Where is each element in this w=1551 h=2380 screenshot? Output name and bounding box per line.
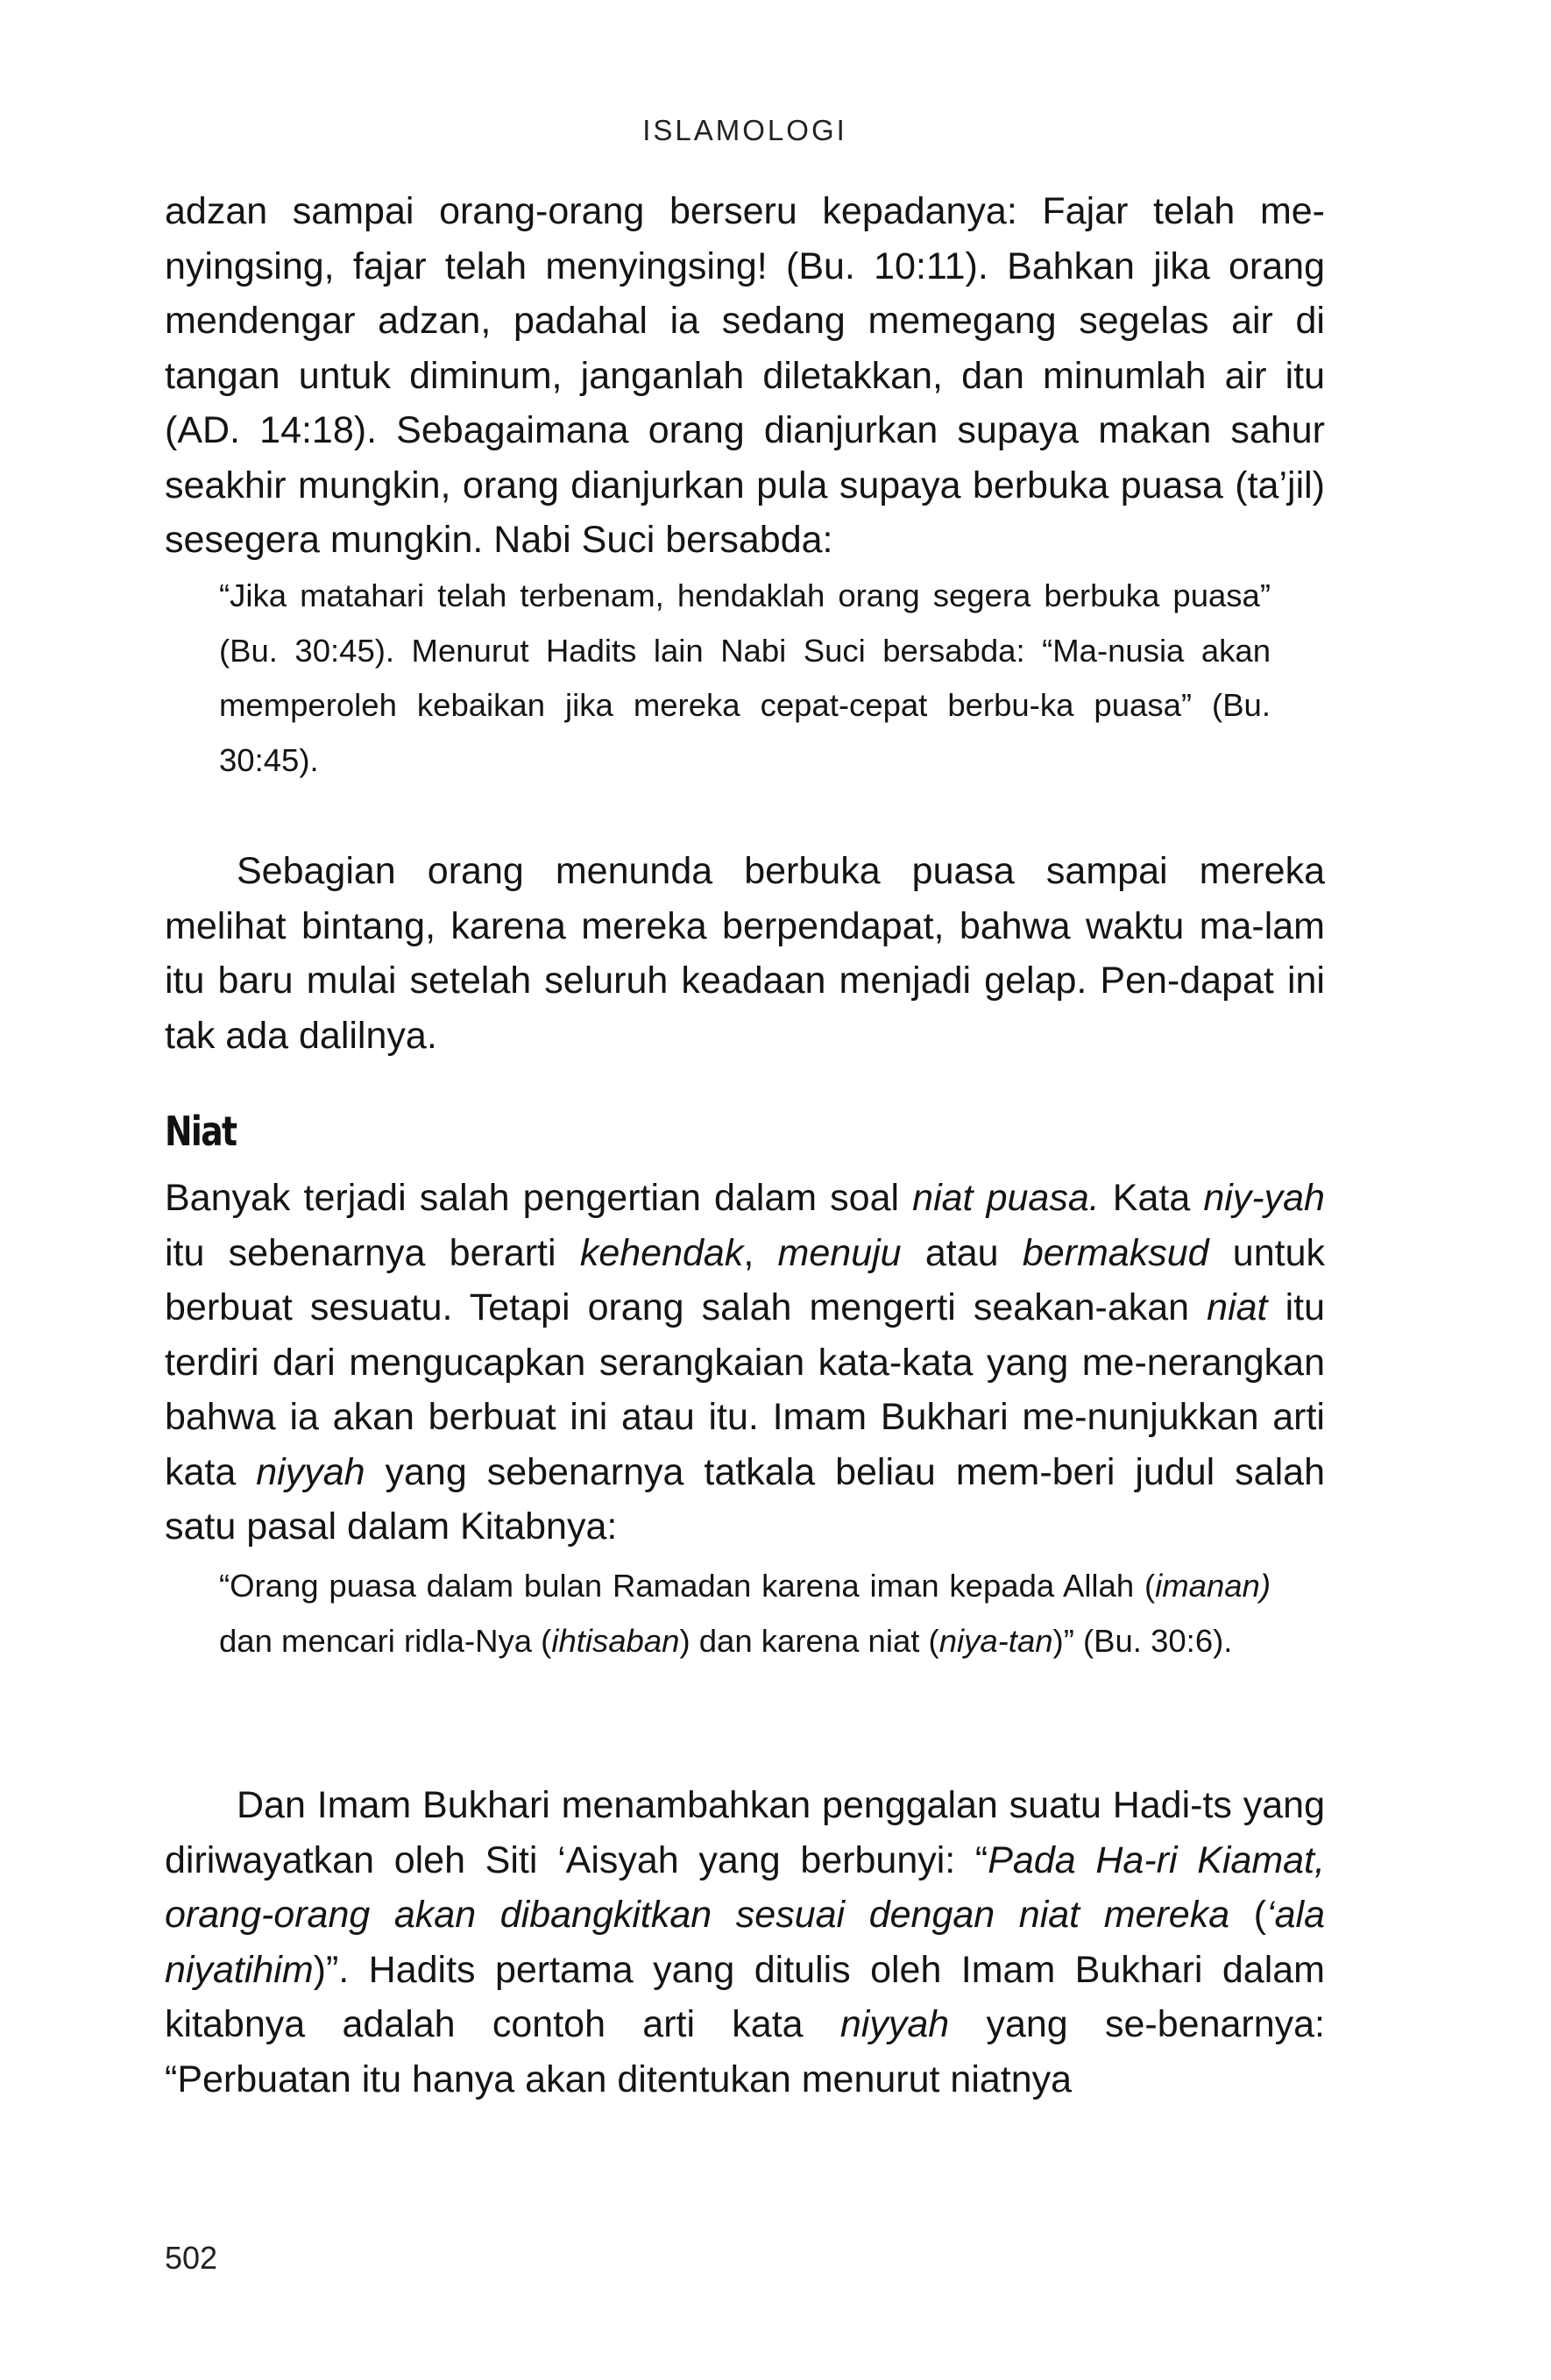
paragraph-1: adzan sampai orang-orang berseru kepadanya: Fajar telah me-nyingsing, fajar telah menyingsing! (Bu. 10:11). Bahkan jika orang mendengar adzan, padahal ia sedang memegang segelas air di tangan untuk diminum, janganlah diletakkan, dan minumlah air itu (AD. 14:18). Sebagaimana orang dianjurkan supaya makan sahur seakhir mungkin, orang dianjurkan pula supaya berbuka puasa (ta’jil) sesegera mungkin. Nabi Suci bersabda:	[165, 190, 1325, 561]
block-quote-2: “Orang puasa dalam bulan Ramadan karena iman kepada Allah (imanan) dan mencari ridla-Nya (ihtisaban) dan karena niat (niya-tan)” (Bu. 30:6).	[219, 1568, 1271, 1659]
running-head: ISLAMOLOGI	[642, 114, 847, 146]
paragraph-3: Banyak terjadi salah pengertian dalam soal niat puasa. Kata niy-yah itu sebenarnya berarti kehendak, menuju atau bermaksud untuk berbuat sesuatu. Tetapi orang salah mengerti seakan-akan niat itu terdiri dari mengucapkan serangkaian kata-kata yang me-nerangkan bahwa ia akan berbuat ini atau itu. Imam Bukhari me-nunjukkan arti kata niyyah yang sebenarnya tatkala beliau mem-beri judul salah satu pasal dalam Kitabnya:	[165, 1177, 1325, 1548]
paragraph-2: Sebagian orang menunda berbuka puasa sampai mereka melihat bintang, karena mereka berpendapat, bahwa waktu ma-lam itu baru mulai setelah seluruh keadaan menjadi gelap. Pen-dapat ini tak ada dalilnya.	[165, 850, 1325, 1057]
page-number: 502	[165, 2240, 218, 2276]
section-heading: Niat	[165, 1108, 237, 1155]
paragraph-4: Dan Imam Bukhari menambahkan penggalan suatu Hadi-ts yang diriwayatkan oleh Siti ‘Aisyah yang berbunyi: “Pada Ha-ri Kiamat, orang-orang akan dibangkitkan sesuai dengan niat mereka (‘ala niyatihim)”. Hadits pertama yang ditulis oleh Imam Bukhari dalam kitabnya adalah contoh arti kata niyyah yang se-benarnya: “Perbuatan itu hanya akan ditentukan menurut niatnya	[165, 1784, 1325, 2100]
block-quote-1: “Jika matahari telah terbenam, hendaklah orang segera berbuka puasa” (Bu. 30:45). Menurut Hadits lain Nabi Suci bersabda: “Ma-nusia akan memperoleh kebaikan jika mereka cepat-cepat berbu-ka puasa” (Bu. 30:45).	[219, 577, 1271, 778]
